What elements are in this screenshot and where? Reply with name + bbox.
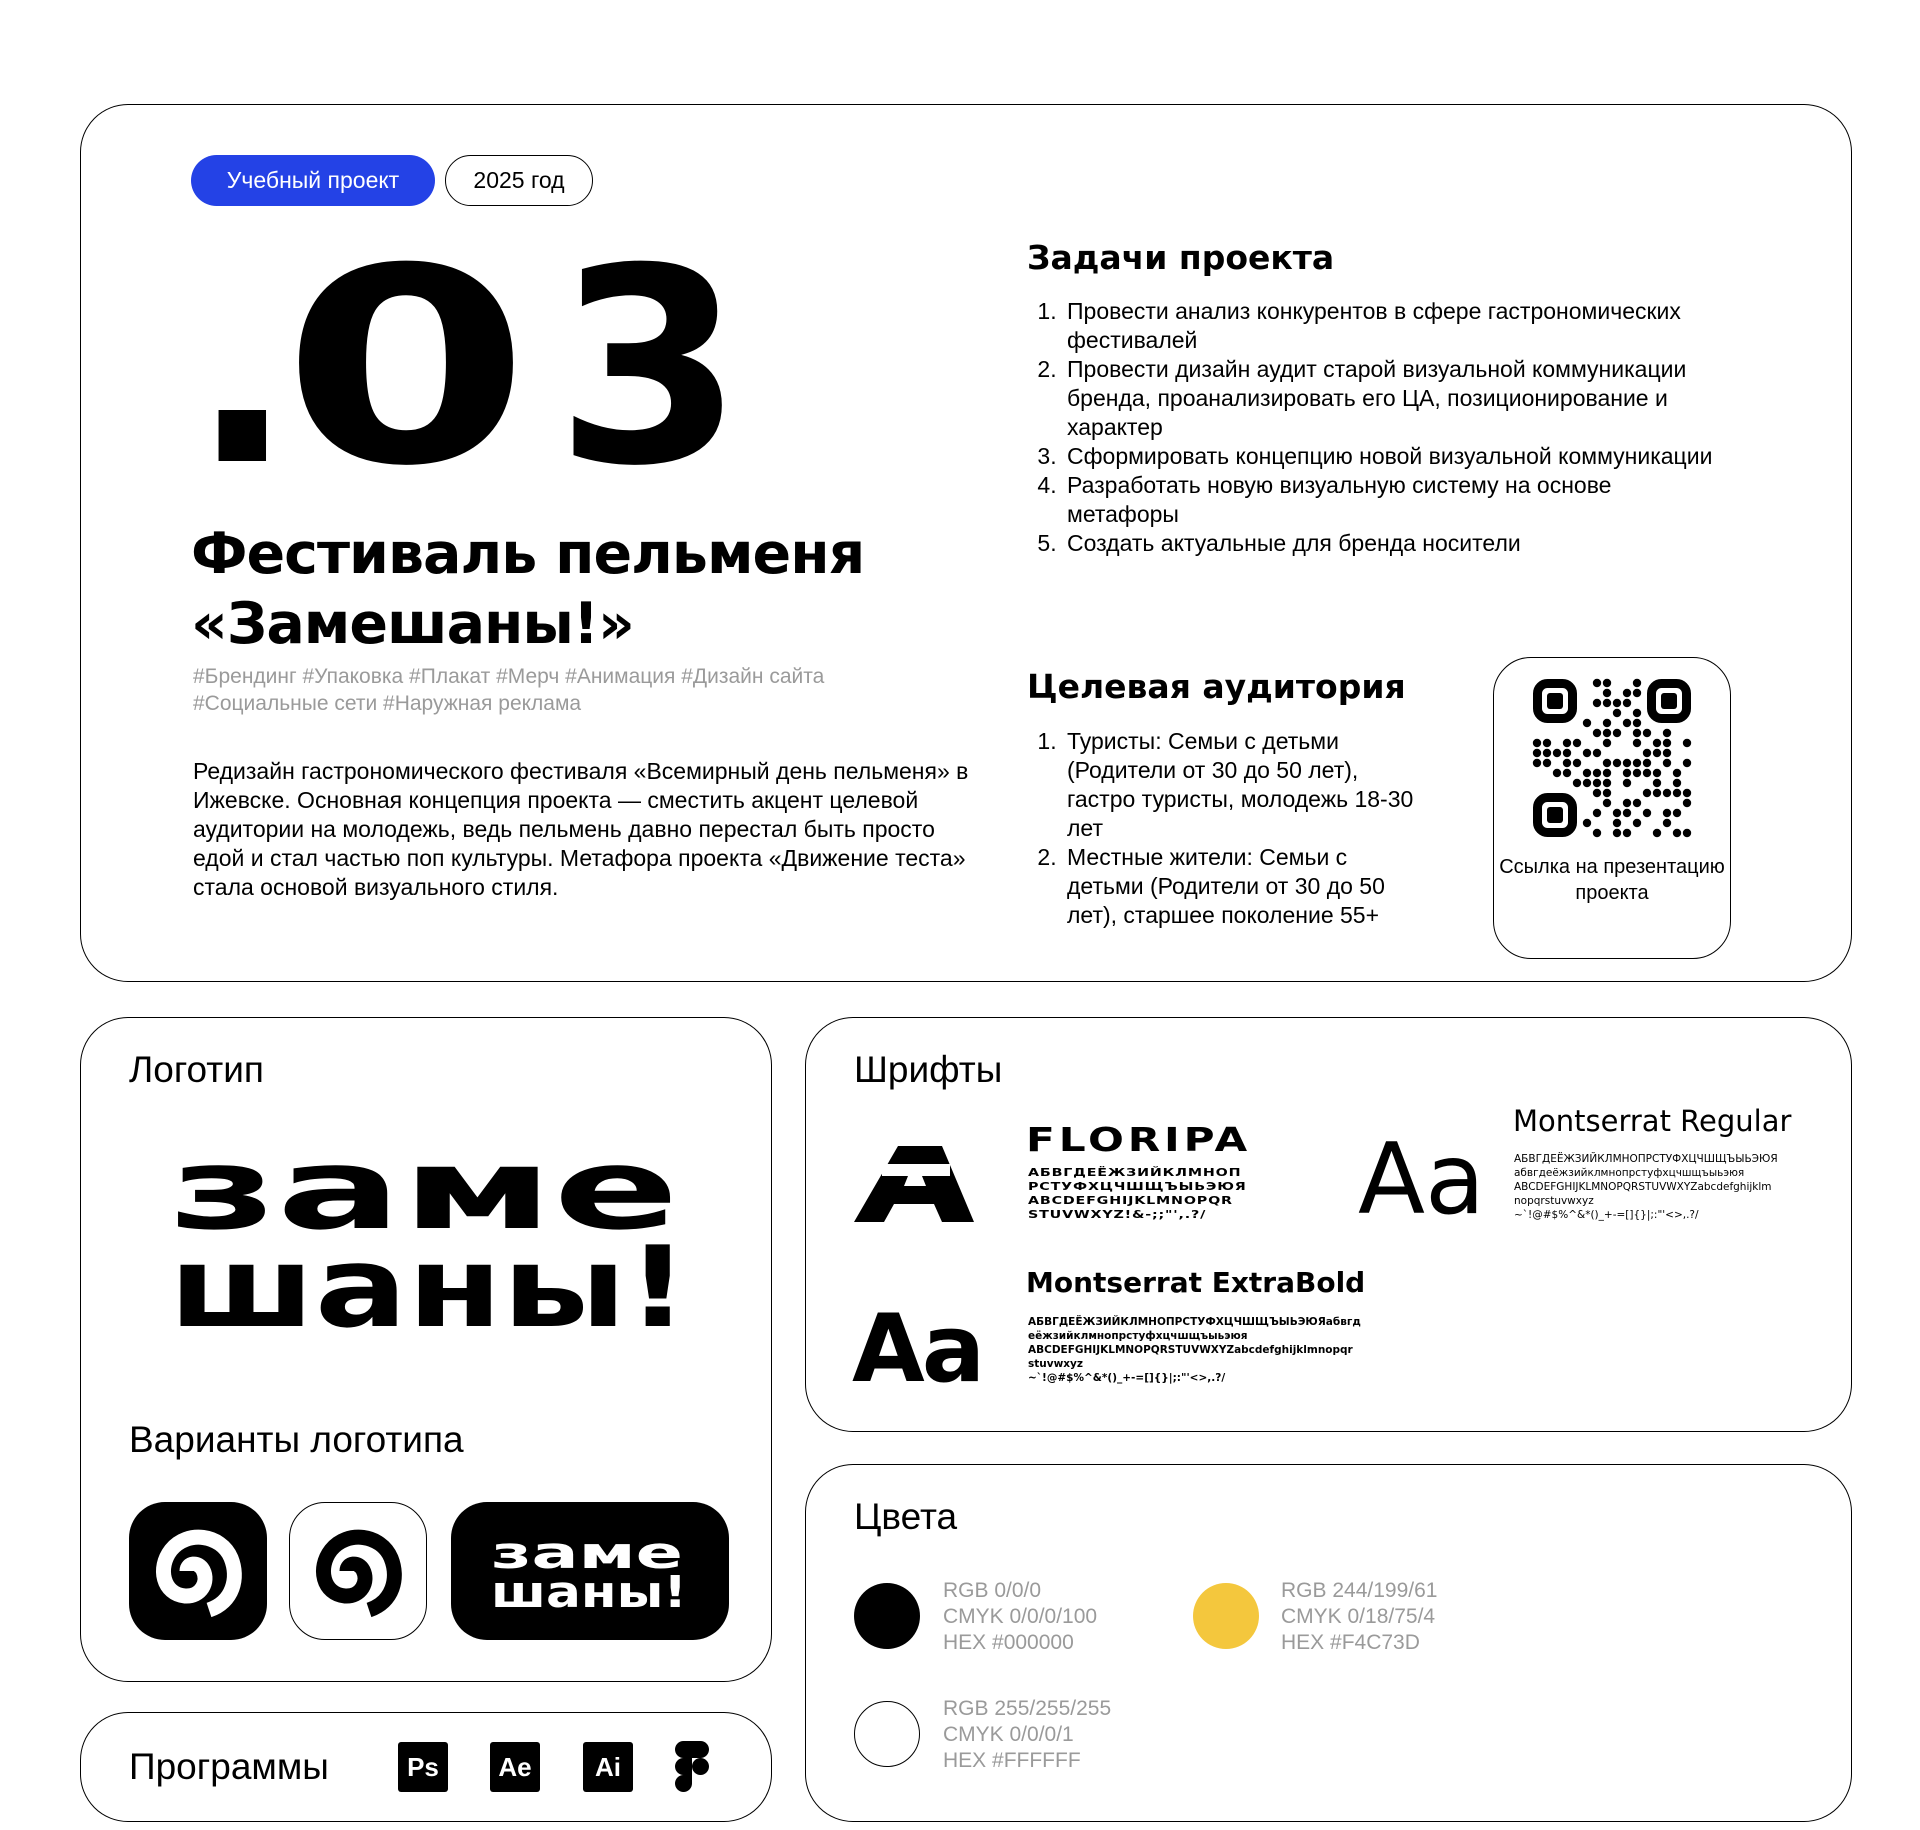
colors-heading: Цвета <box>854 1496 958 1537</box>
color-hex: HEX #FFFFFF <box>943 1749 1081 1772</box>
logo-line-2: шаны! <box>169 1223 689 1332</box>
swirl-icon <box>151 1524 245 1618</box>
charset-line: ~`!@#$%^&*()_+-=[]{}|;:"'<>,.?/ <box>1028 1372 1226 1384</box>
charset-line: nopqrstuvwxyz <box>1514 1195 1594 1207</box>
project-info-card <box>80 104 1852 982</box>
color-swatch-yellow <box>1193 1583 1259 1649</box>
montserrat-regular-charset <box>1514 1152 1844 1222</box>
color-cmyk: CMYK 0/18/75/4 <box>1281 1605 1436 1628</box>
audience-item: 2. Местные жители: Семьи с детьми (Родители от 30 до 50 лет), старшее поколение 55+ <box>1063 843 1427 930</box>
logo-heading: Логотип <box>129 1049 264 1090</box>
charset-line: ABCDEFGHIJKLMNOPQRSTUVWXYZabcdefghijklmnopqr <box>1028 1344 1353 1356</box>
colors-card <box>805 1464 1852 1822</box>
project-title <box>191 519 911 659</box>
logo-variant-white <box>289 1502 427 1640</box>
project-number-dot: . <box>191 210 282 525</box>
color-cmyk: CMYK 0/0/0/1 <box>943 1723 1074 1746</box>
floripa-charset <box>1028 1166 1300 1222</box>
floripa-font-name: FLORIPA <box>1026 1120 1252 1159</box>
logo-variants-heading: Варианты логотипа <box>129 1419 464 1460</box>
task-item: 4. Разработать новую визуальную систему на основе метафоры <box>1063 471 1717 529</box>
charset-line: ABCDEFGHIJKLMNOPQR <box>1028 1195 1233 1207</box>
study-project-badge: Учебный проект <box>191 155 435 206</box>
programs-card <box>80 1712 772 1822</box>
montserrat-regular-name: Montserrat Regular <box>1513 1104 1792 1138</box>
logo-small-line-2: шаны! <box>491 1567 687 1610</box>
charset-line: РСТУФХЦЧШЩЪЫЬЭЮЯ <box>1028 1181 1247 1193</box>
color-info-yellow <box>1281 1578 1437 1656</box>
charset-line: АБВГДЕЁЖЗИЙКЛМНОПРСТУФХЦЧШЩЪЫЬЭЮЯ <box>1514 1153 1778 1165</box>
logo-small-line-1: заме <box>491 1534 683 1579</box>
qr-code-icon[interactable] <box>1532 678 1692 838</box>
floripa-glyph-sample <box>854 1146 974 1222</box>
task-item: 1. Провести анализ конкурентов в сфере гастрономических фестивалей <box>1063 297 1717 355</box>
tasks-list <box>1027 297 1717 558</box>
photoshop-icon: Ps <box>398 1742 448 1792</box>
task-item: 2. Провести дизайн аудит старой визуальной коммуникации бренда, проанализировать его ЦА, позиционирование и характер <box>1063 355 1717 442</box>
montserrat-extrabold-sample: Aa <box>852 1295 983 1404</box>
charset-line: stuvwxyz <box>1028 1358 1084 1370</box>
montserrat-extrabold-charset <box>1028 1315 1388 1385</box>
after-effects-icon: Ae <box>490 1742 540 1792</box>
color-hex: HEX #000000 <box>943 1631 1074 1654</box>
qr-caption: Ссылка на презентацию проекта <box>1499 856 1725 904</box>
project-tags <box>193 663 953 717</box>
logo-line-1: заме <box>169 1142 679 1255</box>
color-hex: HEX #F4C73D <box>1281 1631 1420 1654</box>
figma-icon <box>675 1741 709 1793</box>
fonts-heading: Шрифты <box>854 1049 1003 1090</box>
charset-line: ~`!@#$%^&*()_+-=[]{}|;:"'<>,.?/ <box>1514 1209 1699 1221</box>
year-badge: 2025 год <box>445 155 593 206</box>
color-rgb: RGB 244/199/61 <box>1281 1579 1438 1602</box>
audience-item: 1. Туристы: Семьи с детьми (Родители от 30 до 50 лет), гастро туристы, молодежь 18-30 лет <box>1063 727 1427 843</box>
logo-variant-wordmark <box>451 1502 729 1640</box>
tags-line-1: #Брендинг #Упаковка #Плакат #Мерч #Анимация #Дизайн сайта <box>193 665 825 688</box>
charset-line: абвгдеёжзийклмнопрстуфхцчшщъыьэюя <box>1514 1167 1745 1179</box>
qr-link[interactable] <box>1493 657 1731 959</box>
charset-line: ABCDEFGHIJKLMNOPQRSTUVWXYZabcdefghijklm <box>1514 1181 1772 1193</box>
tasks-heading: Задачи проекта <box>1027 238 1335 277</box>
programs-label: Программы <box>129 1746 329 1787</box>
montserrat-regular-sample: Aa <box>1358 1123 1486 1237</box>
color-swatch-black <box>854 1583 920 1649</box>
audience-list <box>1027 727 1427 930</box>
zameshany-logo-small <box>491 1534 687 1610</box>
color-swatch-white <box>854 1701 920 1767</box>
task-item: 5. Создать актуальные для бренда носители <box>1063 529 1717 558</box>
logo-variant-black <box>129 1502 267 1640</box>
color-info-black <box>943 1578 1097 1656</box>
color-cmyk: CMYK 0/0/0/100 <box>943 1605 1098 1628</box>
audience-heading: Целевая аудитория <box>1027 667 1406 706</box>
charset-line: АБВГДЕЁЖЗИЙКЛМНОПРСТУФХЦЧШЩЪЫЬЭЮЯабвгд <box>1028 1316 1361 1328</box>
charset-line: STUVWXYZ!&-;;"',.?/ <box>1028 1209 1207 1221</box>
swirl-icon <box>311 1524 405 1618</box>
project-number-zero: 0 <box>281 210 514 525</box>
charset-line: еёжзийклмнопрстуфхцчшщъыьэюя <box>1028 1330 1248 1342</box>
task-item: 3. Сформировать концепцию новой визуальной коммуникации <box>1063 442 1717 471</box>
color-rgb: RGB 0/0/0 <box>943 1579 1042 1602</box>
color-info-white <box>943 1696 1111 1774</box>
zameshany-logo <box>169 1142 689 1332</box>
fonts-card <box>805 1017 1852 1432</box>
color-rgb: RGB 255/255/255 <box>943 1697 1112 1720</box>
project-number <box>191 210 732 525</box>
project-title-line-2: «Замешаны!» <box>191 591 634 657</box>
project-number-three: 3 <box>555 210 732 525</box>
charset-line: АБВГДЕЁЖЗИЙКЛМНОП <box>1028 1167 1242 1179</box>
tags-line-2: #Социальные сети #Наружная реклама <box>193 692 582 715</box>
project-title-line-1: Фестиваль пельменя <box>191 521 865 587</box>
montserrat-extrabold-name: Montserrat ExtraBold <box>1026 1266 1366 1299</box>
project-description: Редизайн гастрономического фестиваля «Всемирный день пельменя» в Ижевске. Основная концепция проекта — сместить акцент целевой аудитории на молодежь, ведь пельмень давно перестал быть просто едой и стал частью поп культуры. Метафора проекта «Движение теста» стала основой визуального стиля. <box>193 758 969 900</box>
logo-card <box>80 1017 772 1682</box>
illustrator-icon: Ai <box>583 1742 633 1792</box>
